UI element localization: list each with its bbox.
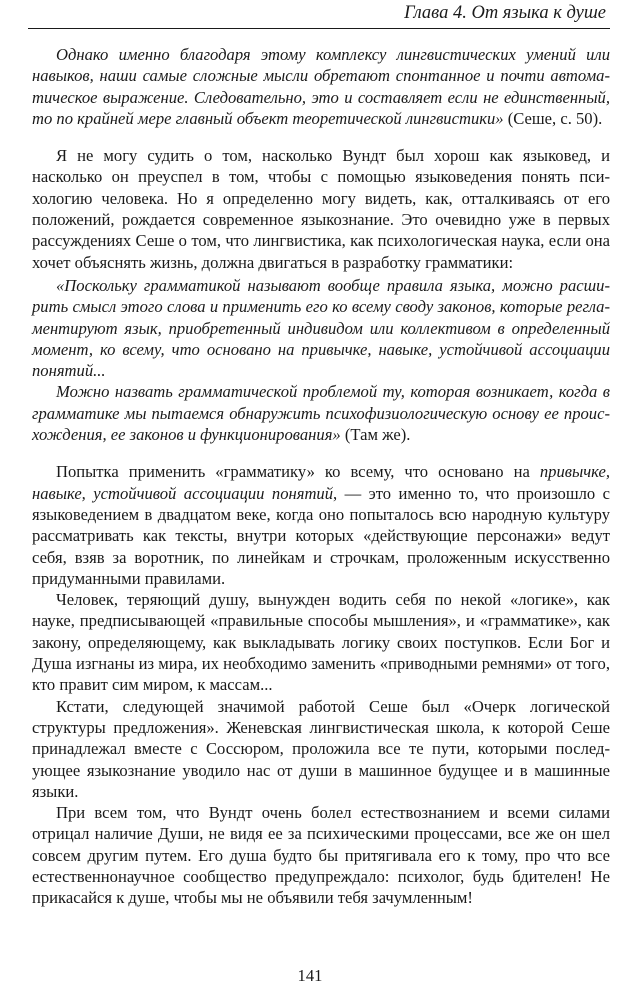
paragraph-2 <box>32 461 610 589</box>
quote-1 <box>32 44 610 129</box>
quote-1-source: (Сеше, с. 50). <box>503 108 603 128</box>
quote-2-part-1: «Поскольку грамматикой называют вообще правила языка, можно расширить смысл этого слова и применить его ко всему своду законов, которые регламентируют язык, приобретенный индивидом или коллективом в определенный момент, ко всему, что основано на привычке, навыке, устойчивой ассоциации понятий... <box>32 275 610 381</box>
paragraph-2-end: , — это именно то, что произошло с языковедением в двадцатом веке, когда оно попыталось всю народную культуру рассматривать как тексты, внутри которых «действующие персонажи» ведут себя, взяв за воротник, по линейкам и строчкам, проложенным искусственно придуманными правилами. <box>32 483 610 588</box>
paragraph-3: Человек, теряющий душу, вынужден водить себя по некой «логике», как науке, предписывающей «правильные способы мышления», и «грамматике», как закону, определяющему, как выкладывать логику своих поступков. Если Бог и Душа изгнаны из мира, их необходимо заменить «приводными ремнями» от того, кто правит сим миром, к массам... <box>32 590 610 695</box>
quote-2-source: (Там же). <box>340 425 411 445</box>
paragraph-5: При всем том, что Вундт очень болел естествознанием и всеми силами отрицал наличие Души, не видя ее за психическими процессами, все же он шел совсем другим путем. Его душа будто бы притягивала его к тому, про что все естественнонаучное сообщество предупреждало: психолог, будь бдителен! Не прикасайся к душе, чтобы мы не объявили тебя зачумленным! <box>32 803 610 908</box>
paragraph-4: Кстати, следующей значимой работой Сеше был «Очерк логической структуры предложения». Женевская лингвистическая школа, к которой Сеше принадлежал вместе с Соссюром, проложила все те пути, которыми последующее языкознание уводило нас от души в машинное будущее и в машинные языки. <box>32 696 610 801</box>
paragraph-2-start: Попытка применить «грамматику» ко всему, что основано на <box>56 462 540 482</box>
page-number: 141 <box>297 966 323 985</box>
paragraph-1: Я не могу судить о том, насколько Вундт был хорош как языковед, и насколько он преуспел в том, чтобы с помощью языковедения понять психологию человека. Но я определенно могу видеть, как, отталкиваясь от его положений, рождается современное языкознание. Это очевидно уже в первых рассуждениях Сеше о том, что лингвистика, как психологическая наука, если она хочет объяснять жизнь, должна двигаться в разработку грамматики: <box>32 146 610 272</box>
quote-1-text: Однако именно благодаря этому комплексу лингвистических умений или навыков, наши самые сложные мысли обретают спонтанное и почти автоматическое выражение. Следовательно, это и составляет если не единственный, то по крайней мере главный объект теоретической лингвистики» <box>32 45 610 128</box>
running-header: Глава 4. От языка к душе <box>404 3 606 23</box>
quote-2-part-2-text: Можно назвать грамматической проблемой ту, которая возникает, когда в грамматике мы пытаемся обнаружить психофизиологическую основу ее происхождения, ее законов и функционирования» <box>32 382 610 445</box>
paragraph-2-emphasis: привычке, навыке, устойчивой ассоциации понятий <box>32 462 610 503</box>
page-body <box>32 44 610 909</box>
header-rule <box>28 28 610 29</box>
quote-2-part-2 <box>32 381 610 445</box>
